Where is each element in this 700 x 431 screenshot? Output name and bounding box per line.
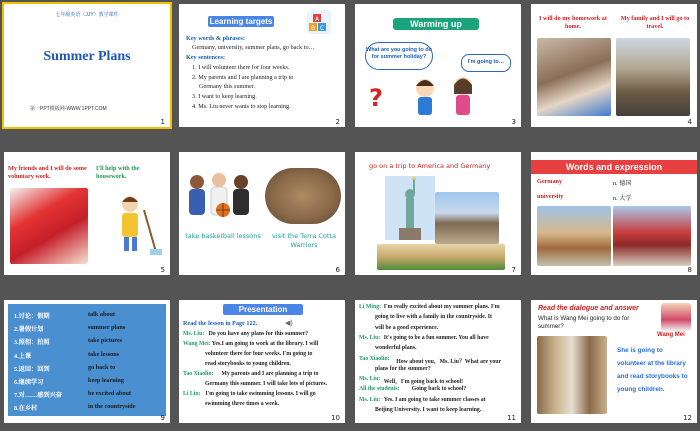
speaker-label: Wang Mei: xyxy=(183,341,211,347)
caption-left: take basketball lessons xyxy=(185,232,261,240)
svg-text:B: B xyxy=(311,25,316,32)
germany-castle-photo xyxy=(537,206,611,266)
dialog-text: Well，I'm going back to school! xyxy=(383,379,464,386)
slide-thumbnail-8[interactable] xyxy=(531,152,697,275)
key-sentences-label: Key sentences: xyxy=(186,54,226,61)
slide-thumbnail-7[interactable] xyxy=(355,152,521,275)
dialog-text: Yes. I am going to take summer classes at xyxy=(383,396,486,403)
university-gate-photo xyxy=(613,206,691,266)
phrase-chinese: 8.在乡村 xyxy=(14,405,38,413)
word-germany: Germany xyxy=(537,178,563,185)
sentence-3: 3. I want to keep learning. xyxy=(192,93,257,100)
phrase-chinese: 4.上课 xyxy=(14,352,32,360)
word-university: university xyxy=(537,193,564,200)
slide-number: 10 xyxy=(331,414,340,422)
section-heading: Words and expression xyxy=(531,160,697,174)
speech-bubble-question: What are you going to do for summer holiday? xyxy=(365,42,433,70)
dialog-text: read storybooks to young children. xyxy=(205,361,291,367)
dialog-text: It's going to be a fun summer. You all have xyxy=(383,334,489,341)
slide-thumbnail-10[interactable] xyxy=(179,300,345,423)
phrase-chinese: 5.返回：回到 xyxy=(14,365,50,373)
slide-thumbnail-3[interactable] xyxy=(355,4,521,127)
slide-number: 3 xyxy=(511,118,516,126)
word-germany-meaning: n. 德国 xyxy=(613,180,632,187)
phrase-english: talk about xyxy=(88,311,115,318)
svg-text:C: C xyxy=(320,25,325,32)
slide-header: 七年级英语（JJY）教学课件 xyxy=(55,12,119,18)
phrase-english: take pictures xyxy=(88,337,123,345)
slide-number: 4 xyxy=(687,118,692,126)
terra-cotta-photo xyxy=(265,168,341,224)
dialog-text: Going back to school? xyxy=(411,386,467,393)
caption-right: My family and I will go to travel. xyxy=(620,15,690,30)
statue-of-liberty-photo xyxy=(385,176,435,240)
dialog-text: Do you have any plans for this summer? xyxy=(208,331,309,337)
slide-thumbnail-5[interactable] xyxy=(4,152,170,275)
phrase-chinese: 2.暑假计划 xyxy=(14,326,44,334)
phrase-chinese: 3.照相：拍照 xyxy=(14,339,50,347)
answer-text: She is going to volunteer at the library and read storybooks to young children. xyxy=(617,347,688,393)
slide-number: 11 xyxy=(507,414,516,422)
housework-illustration xyxy=(104,194,162,256)
slide-number: 5 xyxy=(160,266,165,274)
wang-mei-avatar xyxy=(661,303,691,331)
svg-text:?: ? xyxy=(369,84,383,112)
speaker-icon: ◀) xyxy=(285,320,293,327)
svg-text:A: A xyxy=(315,16,320,23)
caption-right: I'll help with the housework. xyxy=(96,165,140,180)
sentence-2: 2. My parents and I are planning a trip to xyxy=(192,74,294,81)
keywords-text: Germany, university, summer plans, go back to… xyxy=(192,44,315,51)
slide-number: 9 xyxy=(160,414,165,422)
slide-thumbnail-12[interactable] xyxy=(531,300,697,423)
keywords-label: Key words & phrases: xyxy=(186,35,245,42)
slide-number: 7 xyxy=(511,266,516,274)
slide-thumbnail-6[interactable] xyxy=(179,152,345,275)
slide-thumbnail-1[interactable] xyxy=(4,4,170,127)
speaker-label: Ms. Liu: xyxy=(359,396,381,403)
section-heading: Learning targets xyxy=(209,17,273,26)
phrase-chinese: 7.对……感到兴奋 xyxy=(14,392,62,400)
slide-number: 1 xyxy=(160,118,165,126)
germany-city-photo xyxy=(435,192,499,244)
slide-thumbnail-4[interactable] xyxy=(531,4,697,127)
castle-photo xyxy=(377,244,505,270)
character-name: Wang Mei xyxy=(657,332,685,338)
caption-left: I will do my homework at home. xyxy=(539,15,607,30)
section-heading: Read the dialogue and answer xyxy=(538,305,639,312)
abc-blocks-icon xyxy=(307,10,331,34)
dialog-text: going to live with a family in the countryside. It xyxy=(375,314,492,321)
slide-number: 12 xyxy=(683,414,692,422)
slide-number: 2 xyxy=(335,118,340,126)
dialog-text: How about you，Ms. Liu？What are your xyxy=(396,358,502,365)
caption-left: My friends and I will do some voluntary work. xyxy=(8,165,87,180)
cartoon-kids-illustration xyxy=(363,72,513,122)
slide-title: Summer Plans xyxy=(43,49,131,64)
phrase-english: be excited about xyxy=(88,390,131,398)
phrase-english: go back to xyxy=(88,363,116,371)
caption-right: visit the Terra Cotta Warriors xyxy=(272,232,336,249)
speaker-label: Ms. Liu: xyxy=(359,334,381,341)
speaker-label: All the students: xyxy=(359,386,400,393)
slide-thumbnail-2[interactable] xyxy=(179,4,345,127)
phrase-english: take lessons xyxy=(88,350,120,358)
slide-thumbnail-11[interactable] xyxy=(355,300,521,423)
phrase-chinese: 6.继续学习 xyxy=(14,379,44,386)
speaker-label: Li Lin: xyxy=(183,391,201,397)
dialog-text: swimming three times a week. xyxy=(205,401,280,407)
speaker-label: Li Ming: xyxy=(359,304,382,310)
slide-footer: 第一PPT模板网-WWW.1PPT.COM xyxy=(30,106,107,112)
slide-caption: go on a trip to America and Germany xyxy=(369,162,491,170)
speech-bubble-answer: I'm going to… xyxy=(461,54,511,72)
dialog-text: Germany this summer. I will take lots of pictures. xyxy=(205,381,328,387)
word-university-meaning: n. 大学 xyxy=(613,195,632,202)
dialog-text: wonderful plans. xyxy=(375,345,417,352)
dialog-text: Yes.I am going to work at the library. I will xyxy=(211,341,319,347)
travel-photo xyxy=(616,38,690,116)
dialog-text: My parents and I are planning a trip to xyxy=(221,371,319,377)
speaker-label: Tao Xiaolin: xyxy=(183,371,214,377)
basketball-photo xyxy=(183,168,255,224)
dialog-text: I'm really excited about my summer plans. I'm xyxy=(383,304,500,310)
sentence-1: 1. I will volunteer there for four weeks. xyxy=(192,64,290,71)
slide-thumbnail-9[interactable] xyxy=(4,300,170,423)
phrase-english: keep learning xyxy=(88,377,124,384)
section-heading: Warming up xyxy=(393,18,479,30)
speaker-label: Tao Xiaolin: xyxy=(359,355,390,362)
volunteer-photo xyxy=(10,188,88,264)
sentence-4: 4. Ms. Liu never wants to stop learning. xyxy=(192,103,291,110)
dialog-text: plans for the summer? xyxy=(375,365,431,372)
library-photo xyxy=(537,336,607,414)
read-instruction: Read the lesson in Page 122. xyxy=(183,320,258,327)
dialog-text: I'm going to take swimming lessons. I will go xyxy=(205,391,316,397)
phrase-chinese: 1.讨论：假期 xyxy=(14,313,50,320)
dialog-text: will be a good experience. xyxy=(375,324,439,331)
slide-number: 8 xyxy=(687,266,692,274)
section-heading: Presentation xyxy=(223,304,303,315)
dialog-text: Beijing University. I want to keep learning. xyxy=(375,407,482,413)
slide-number: 6 xyxy=(335,266,340,274)
speaker-label: Ms. Liu: xyxy=(183,331,205,337)
dialog-text: volunteer there for four weeks. I'm going to xyxy=(205,351,313,357)
phrase-english: in the countryside xyxy=(88,403,136,411)
sentence-2-cont: Germany this summer. xyxy=(199,83,256,90)
question-text: What is Wang Mei going to do for summer? xyxy=(538,315,630,330)
homework-photo xyxy=(537,38,611,116)
phrase-english: summer plans xyxy=(88,324,126,332)
speaker-label: Ms. Liu: xyxy=(359,376,381,383)
